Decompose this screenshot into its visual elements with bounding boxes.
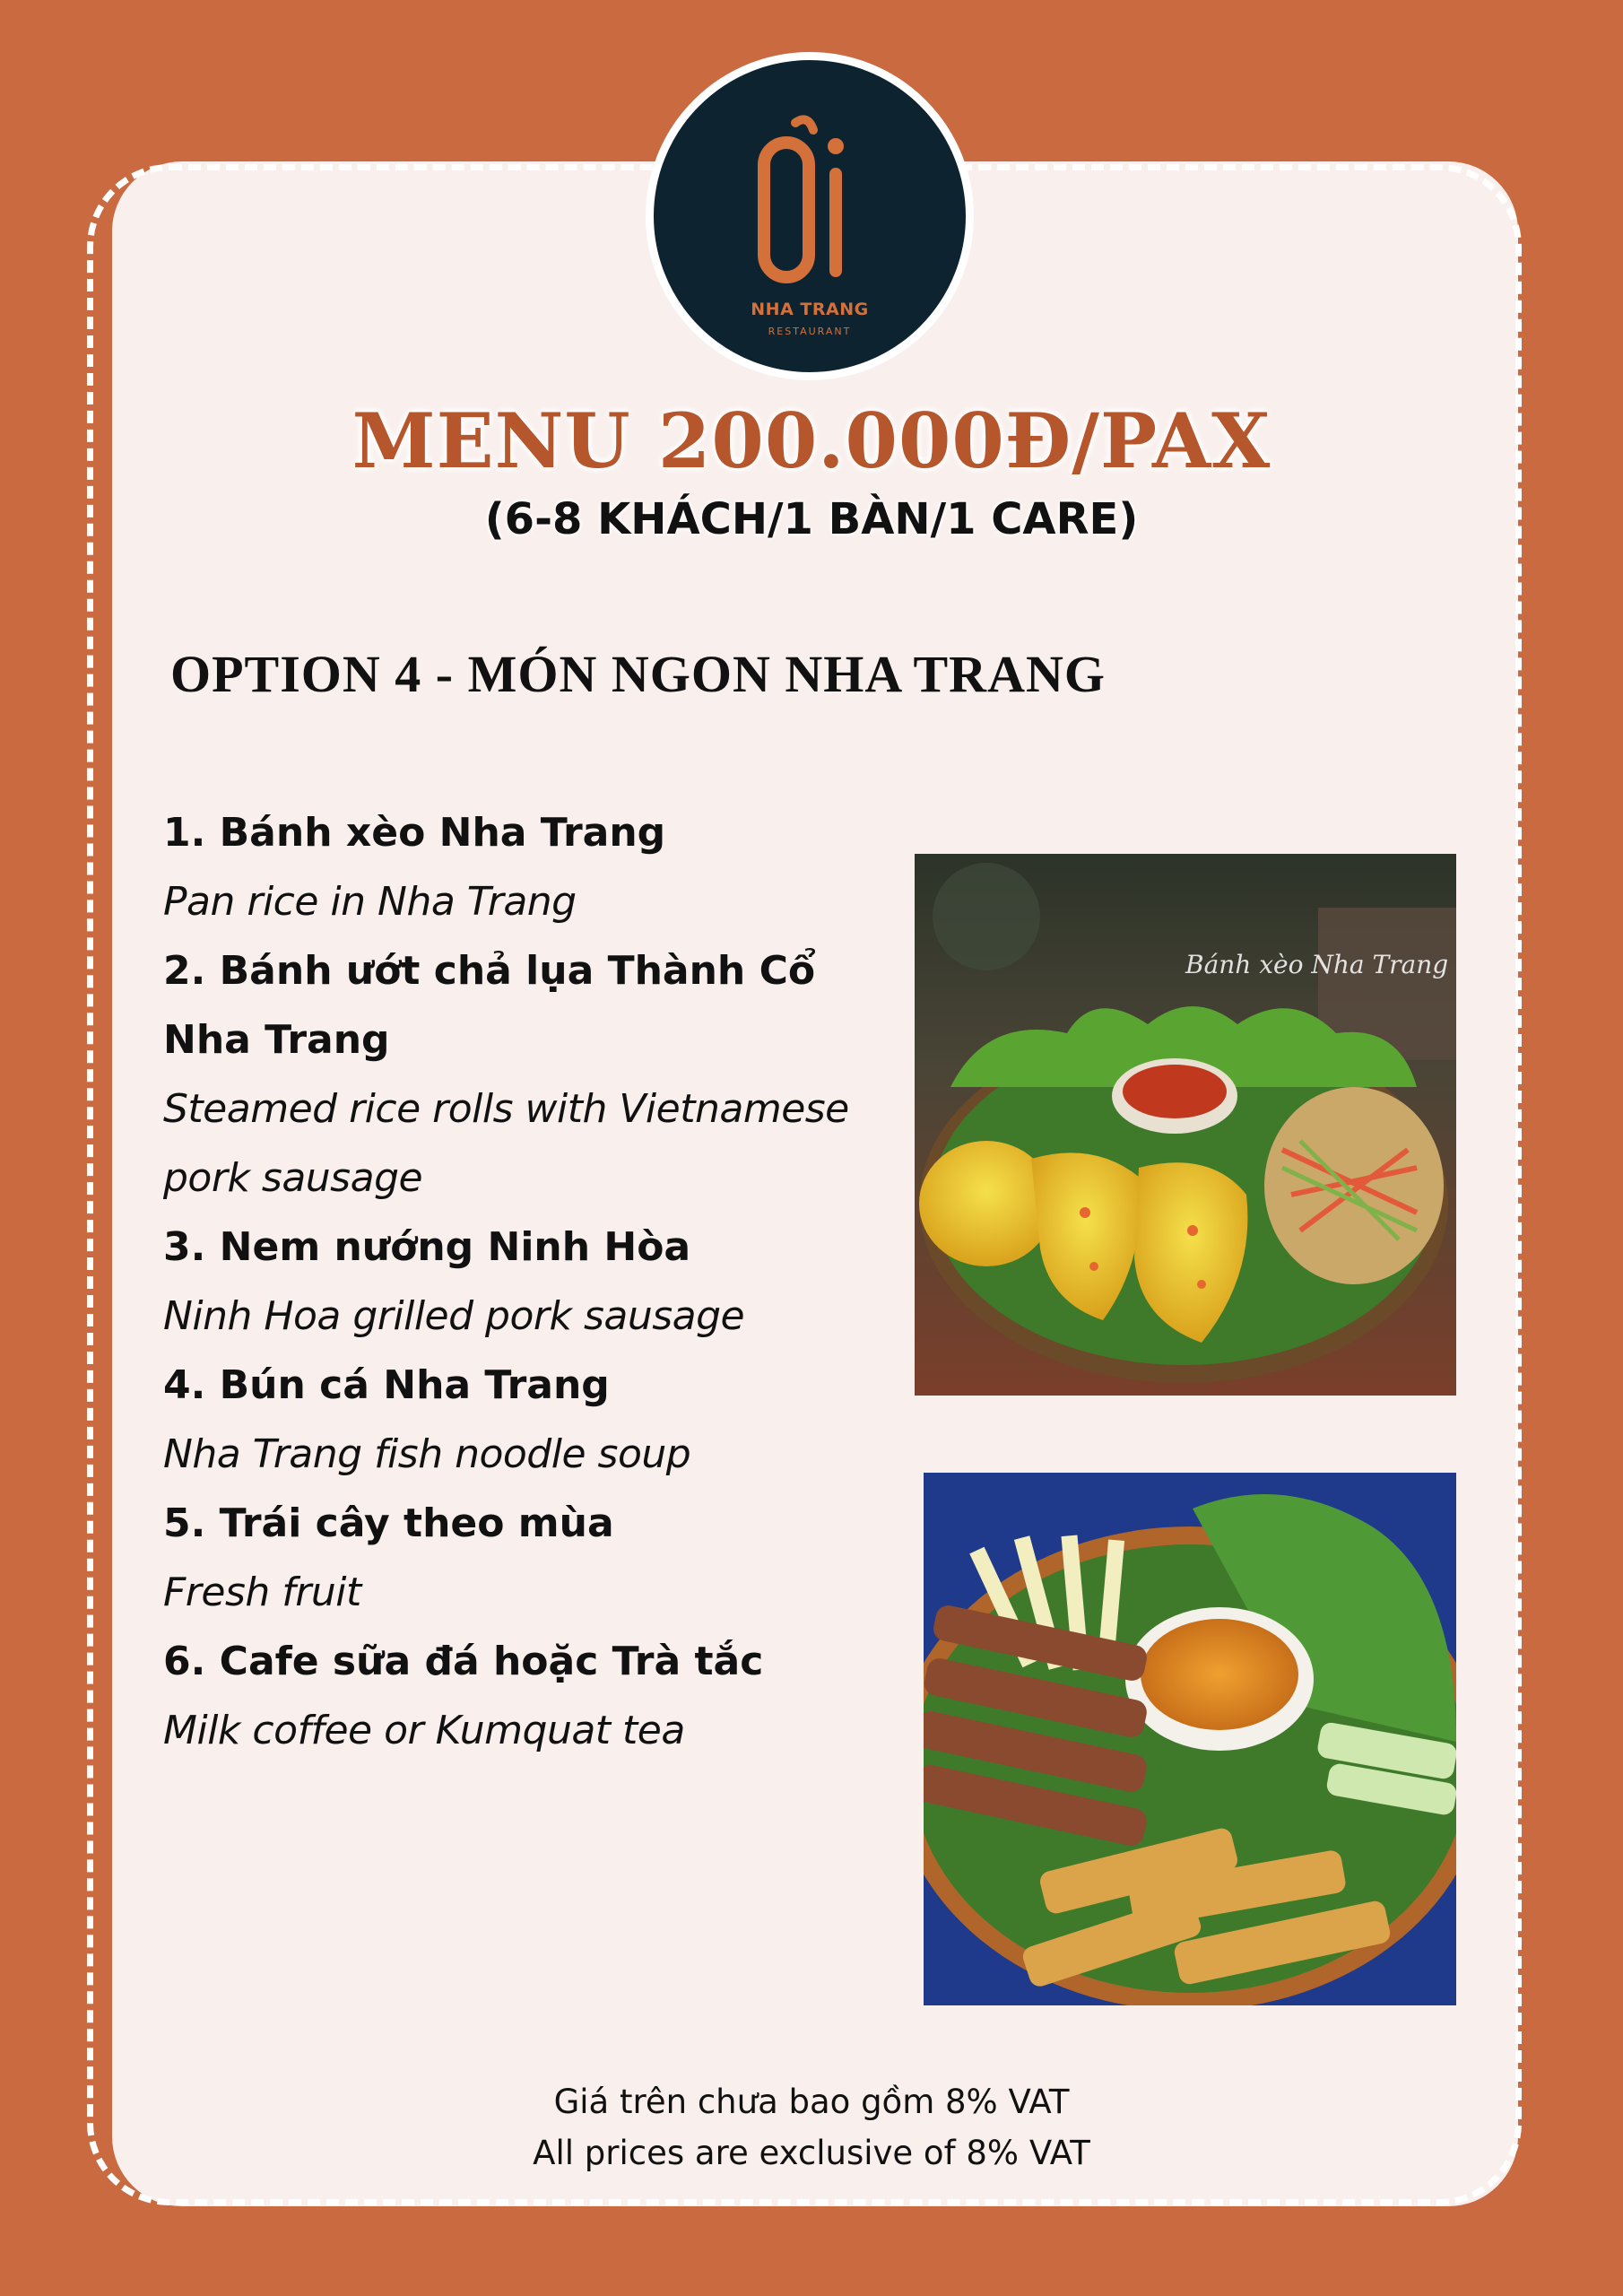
list-item	[163, 1627, 907, 1765]
photo-caption: Bánh xèo Nha Trang	[1185, 950, 1449, 979]
logo-city-label: NHA TRANG	[751, 300, 869, 319]
vat-note-vi: Giá trên chưa bao gồm 8% VAT	[553, 2083, 1070, 2121]
menu-item-name: 1. Bánh xèo Nha Trang	[163, 810, 666, 856]
banh-xeo-photo	[915, 854, 1456, 1396]
menu-item-name: 4. Bún cá Nha Trang	[163, 1362, 610, 1408]
logo-restaurant-label: RESTAURANT	[768, 326, 852, 337]
nem-nuong-photo	[924, 1473, 1456, 2005]
menu-item-description: Steamed rice rolls with Vietnamese pork sausage	[163, 1086, 849, 1201]
menu-item-description: Pan rice in Nha Trang	[163, 879, 577, 925]
menu-title: MENU 200.000Đ/PAX	[352, 396, 1271, 485]
menu-item-name: 2. Bánh ướt chả lụa Thành Cổ Nha Trang	[163, 948, 816, 1063]
vat-footer	[0, 2076, 1623, 2179]
menu-item-name: 6. Cafe sữa đá hoặc Trà tắc	[163, 1639, 764, 1684]
list-item	[163, 798, 907, 936]
menu-list	[163, 798, 907, 1765]
menu-item-name: 5. Trái cây theo mùa	[163, 1500, 614, 1546]
menu-item-description: Ninh Hoa grilled pork sausage	[163, 1293, 745, 1339]
list-item	[163, 1213, 907, 1351]
menu-item-description: Nha Trang fish noodle soup	[163, 1431, 691, 1477]
option-heading: OPTION 4 - MÓN NGON NHA TRANG	[170, 645, 1106, 703]
menu-item-name: 3. Nem nướng Ninh Hòa	[163, 1224, 691, 1270]
menu-item-description: Fresh fruit	[163, 1570, 361, 1615]
menu-item-description: Milk coffee or Kumquat tea	[163, 1708, 685, 1753]
list-item	[163, 936, 907, 1213]
list-item	[163, 1489, 907, 1627]
restaurant-logo	[646, 52, 974, 380]
list-item	[163, 1351, 907, 1489]
menu-subtitle: (6-8 KHÁCH/1 BÀN/1 CARE)	[484, 494, 1139, 544]
vat-note-en: All prices are exclusive of 8% VAT	[533, 2134, 1090, 2172]
